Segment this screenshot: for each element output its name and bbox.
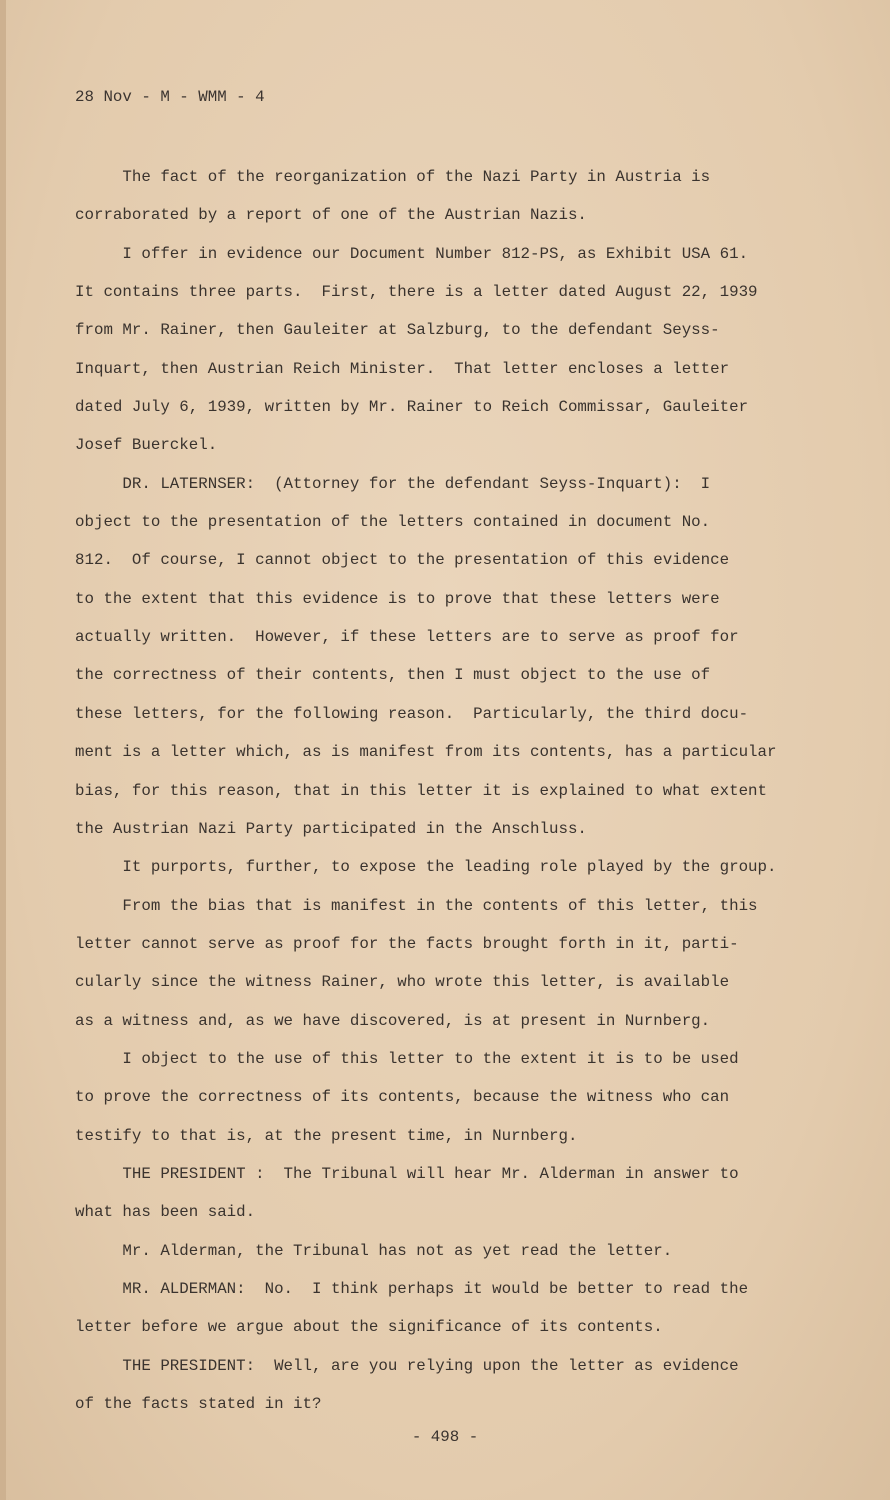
text-line: dated July 6, 1939, written by Mr. Rainer to Reich Commissar, Gauleiter xyxy=(75,398,749,417)
text-line: I object to the use of this letter to the extent it is to be used xyxy=(75,1049,739,1068)
text-line: to prove the correctness of its contents, because the witness who can xyxy=(75,1088,730,1107)
text-line: letter before we argue about the significance of its contents. xyxy=(75,1318,663,1337)
page-number: - 498 - xyxy=(411,1428,479,1446)
text-line: object to the presentation of the letters contained in document No. xyxy=(75,513,711,532)
text-line: the Austrian Nazi Party participated in the Anschluss. xyxy=(75,819,587,838)
text-line: It contains three parts. First, there is a letter dated August 22, 1939 xyxy=(75,283,758,302)
text-line: corraborated by a report of one of the Austrian Nazis. xyxy=(75,206,587,225)
text-line: cularly since the witness Rainer, who wrote this letter, is available xyxy=(75,973,730,992)
text-line: DR. LATERNSER: (Attorney for the defendant Seyss-Inquart): I xyxy=(75,474,711,493)
text-line: the correctness of their contents, then I must object to the use of xyxy=(75,666,711,685)
text-line: THE PRESIDENT : The Tribunal will hear Mr. Alderman in answer to xyxy=(75,1164,739,1183)
text-line: Josef Buerckel. xyxy=(75,436,218,455)
paper-edge xyxy=(0,0,6,1500)
text-line: The fact of the reorganization of the Nazi Party in Austria is xyxy=(75,168,711,186)
text-line: ment is a letter which, as is manifest from its contents, has a particular xyxy=(75,743,777,762)
document-body xyxy=(75,165,777,1430)
text-line: of the facts stated in it? xyxy=(75,1395,322,1413)
text-line: what has been said. xyxy=(75,1203,256,1222)
text-line: actually written. However, if these letters are to serve as proof for xyxy=(75,628,739,647)
text-line: Mr. Alderman, the Tribunal has not as yet read the letter. xyxy=(75,1241,673,1260)
text-line: It purports, further, to expose the leading role played by the group. xyxy=(75,858,777,877)
text-line: MR. ALDERMAN: No. I think perhaps it would be better to read the xyxy=(75,1279,749,1298)
text-line: as a witness and, as we have discovered, is at present in Nurnberg. xyxy=(75,1011,711,1030)
text-line: THE PRESIDENT: Well, are you relying upon the letter as evidence xyxy=(75,1356,739,1375)
text-line: from Mr. Rainer, then Gauleiter at Salzburg, to the defendant Seyss- xyxy=(75,321,720,340)
text-line: to the extent that this evidence is to prove that these letters were xyxy=(75,589,720,608)
text-line: bias, for this reason, that in this letter it is explained to what extent xyxy=(75,781,768,800)
text-line: testify to that is, at the present time, in Nurnberg. xyxy=(75,1126,578,1145)
text-line: Inquart, then Austrian Reich Minister. That letter encloses a letter xyxy=(75,359,730,378)
text-line: I offer in evidence our Document Number 812-PS, as Exhibit USA 61. xyxy=(75,244,749,263)
text-line: From the bias that is manifest in the contents of this letter, this xyxy=(75,896,758,915)
text-line: letter cannot serve as proof for the facts brought forth in it, parti- xyxy=(75,934,739,953)
page-header: 28 Nov - M - WMM - 4 xyxy=(75,88,265,106)
text-line: these letters, for the following reason. Particularly, the third docu- xyxy=(75,704,749,723)
text-line: 812. Of course, I cannot object to the presentation of this evidence xyxy=(75,551,730,570)
